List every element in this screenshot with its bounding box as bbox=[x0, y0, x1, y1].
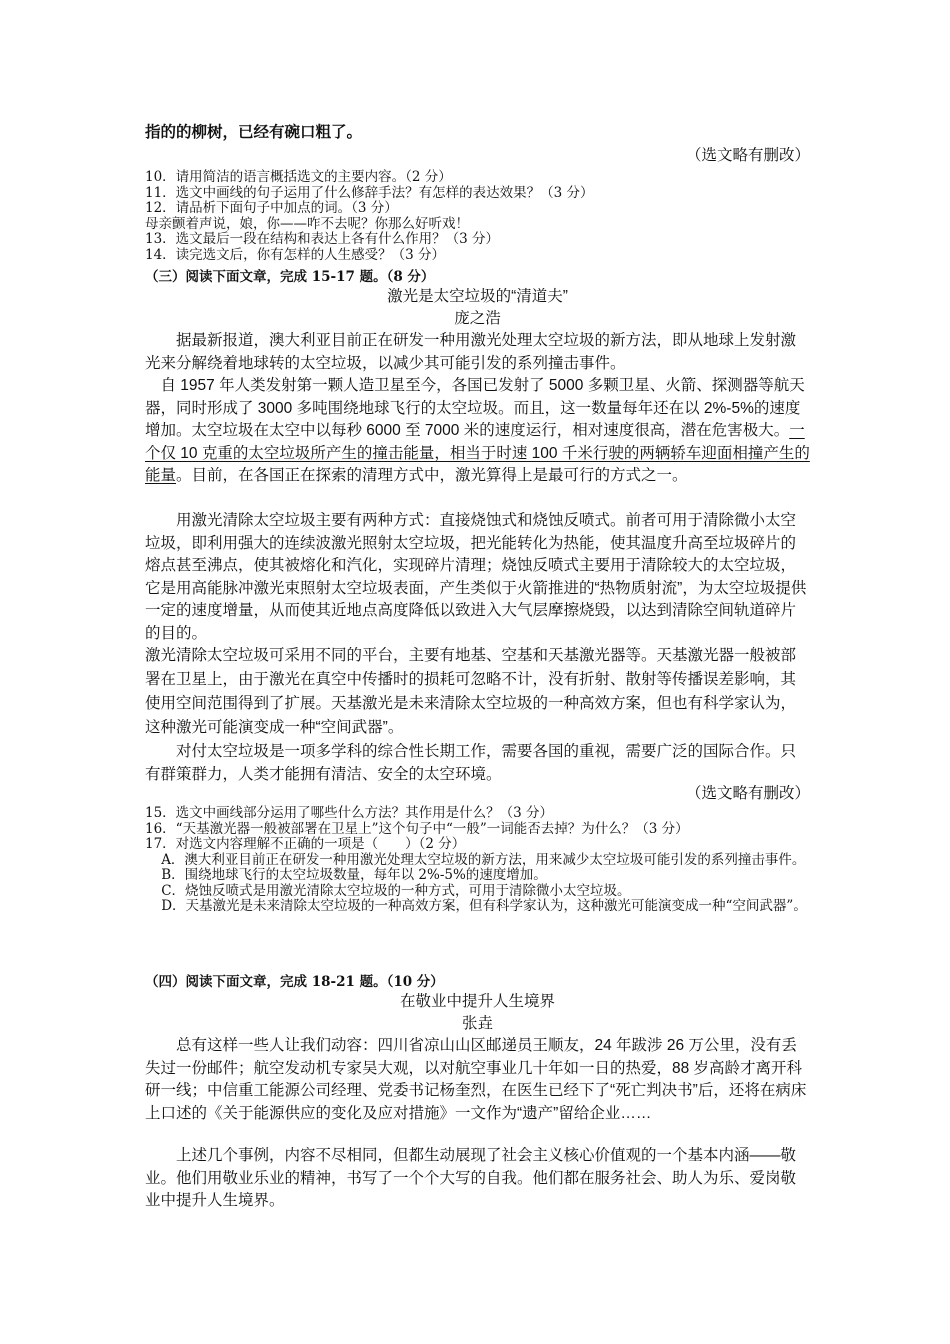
article-3-paragraph-1: 据最新报道，澳大利亚目前正在研发一种用激光处理太空垃圾的新方法，即从地球上发射激光来分解绕着地球转的太空垃圾，以减少其可能引发的系列撞击事件。 bbox=[145, 332, 797, 372]
question-14: 14．读完选文后，你有怎样的人生感受？（3 分） bbox=[145, 246, 446, 263]
passage-end-line: 指的的柳树，已经有碗口粗了。 bbox=[145, 124, 363, 141]
article-3-paragraph-2 bbox=[145, 375, 810, 488]
question-12: 12．请品析下面句子中加点的词。（3 分） bbox=[145, 200, 398, 216]
option-b: B．围绕地球飞行的太空垃圾数量，每年以 2%-5%的速度增加。 bbox=[161, 867, 547, 883]
question-10: 10．请用简洁的语言概括选文的主要内容。（2 分） bbox=[145, 169, 452, 185]
option-a: A．澳大利亚目前正在研发一种用激光处理太空垃圾的新方法，用来减少太空垃圾可能引发的系列撞击事件。 bbox=[161, 851, 806, 868]
paragraph-2-text-a: 自 1957 年人类发射第一颗人造卫星至今，各国已发射了 5000 多颗卫星、火箭、探测器等航天器，同时形成了 3000 多吨围绕地球飞行的太空垃圾。而且，这一数量每年还在以 2%-5%的速度增加。太空垃圾在太空中以每秒 6000 至 7000 米的速度运行，相对速度很高，潜在危害极大。 bbox=[145, 377, 805, 439]
question-16: 16．“天基激光器一般被部署在卫星上”这个句子中“一般”一词能否去掉？为什么？（3 分） bbox=[145, 820, 689, 837]
section-3-heading: （三）阅读下面文章，完成 15-17 题。（8 分） bbox=[145, 269, 435, 285]
questions-10-14 bbox=[145, 170, 810, 263]
source-note-2: （选文略有删改） bbox=[685, 785, 810, 802]
article-4-paragraph-2: 上述几个事例，内容不尽相同，但都生动展现了社会主义核心价值观的一个基本内涵——敬业。他们用敬业乐业的精神，书写了一个个大写的自我。他们都在服务社会、助人为乐、爱岗敬业中提升人生境界。 bbox=[145, 1147, 797, 1209]
article-3-author: 庞之浩 bbox=[454, 310, 501, 327]
question-17: 17．对选文内容理解不正确的一项是（ ）（2 分） bbox=[145, 836, 466, 852]
question-15: 15．选文中画线部分运用了哪些什么方法？其作用是什么？（3 分） bbox=[145, 805, 554, 821]
paragraph-2-text-b: 。目前，在各国正在探索的清理方式中，激光算得上是最可行的方式之一。 bbox=[176, 467, 688, 484]
article-4-title: 在敬业中提升人生境界 bbox=[399, 993, 555, 1010]
section-4-heading: （四）阅读下面文章，完成 18-21 题。（10 分） bbox=[145, 974, 444, 990]
article-3-paragraph-3: 用激光清除太空垃圾主要有两种方式：直接烧蚀式和烧蚀反喷式。前者可用于清除微小太空垃圾，即利用强大的连续波激光照射太空垃圾，把光能转化为热能，使其温度升高至垃圾碎片的熔点甚至沸点，使其被熔化和汽化，实现碎片清理；烧蚀反喷式主要用于清除较大的太空垃圾，它是用高能脉冲激光束照射太空垃圾表面，产生类似于火箭推进的“热物质射流”，为太空垃圾提供一定的速度增量，从而使其近地点高度降低以致进入大气层摩擦烧毁，以达到清除空间轨道碎片的目的。 bbox=[145, 512, 807, 642]
question-12-sentence: 母亲颤着声说，娘，你——咋不去呢？你那么好听戏！ bbox=[145, 215, 469, 232]
source-note: （选文略有删改） bbox=[685, 147, 810, 164]
underlined-sentence: 一个仅 10 克重的太空垃圾所产生的撞击能量，相当于时速 100 千米行驶的两辆轿车迎面相撞产生的能量 bbox=[145, 422, 810, 484]
option-d: D．天基激光是未来清除太空垃圾的一种高效方案，但有科学家认为，这种激光可能演变成一种“空间武器”。 bbox=[161, 898, 807, 914]
article-3-paragraph-4: 激光清除太空垃圾可采用不同的平台，主要有地基、空基和天基激光器等。天基激光器一般被部署在卫星上，由于激光在真空中传播时的损耗可忽略不计，没有折射、散射等传播误差影响，其使用空间范围得到了扩展。天基激光是未来清除太空垃圾的一种高效方案，但也有科学家认为，这种激光可能演变成一种“空间武器”。 bbox=[145, 647, 797, 736]
article-4-paragraph-1: 总有这样一些人让我们动容：四川省凉山山区邮递员王顺友，24 年跋涉 26 万公里，没有丢失过一份邮件；航空发动机专家吴大观，以对航空事业几十年如一日的热爱，88 岁高龄才离开科研一线；中信重工能源公司经理、党委书记杨奎烈，在医生已经下了“死亡判决书”后，还将在病床上口述的《关于能源供应的变化及应对措施》一文作为“遗产”留给企业…… bbox=[145, 1037, 807, 1122]
question-13: 13．选文最后一段在结构和表达上各有什么作用？（3 分） bbox=[145, 231, 500, 247]
question-11: 11．选文中画线的句子运用了什么修辞手法？有怎样的表达效果？（3 分） bbox=[145, 184, 594, 201]
option-c: C．烧蚀反喷式是用激光清除太空垃圾的一种方式，可用于清除微小太空垃圾。 bbox=[161, 882, 631, 899]
article-3-title: 激光是太空垃圾的“清道夫” bbox=[387, 288, 568, 305]
article-4-author: 张垚 bbox=[461, 1015, 493, 1032]
article-3-paragraph-5: 对付太空垃圾是一项多学科的综合性长期工作，需要各国的重视，需要广泛的国际合作。只有群策群力，人类才能拥有清洁、安全的太空环境。 bbox=[145, 743, 797, 783]
questions-15-17 bbox=[145, 806, 810, 915]
